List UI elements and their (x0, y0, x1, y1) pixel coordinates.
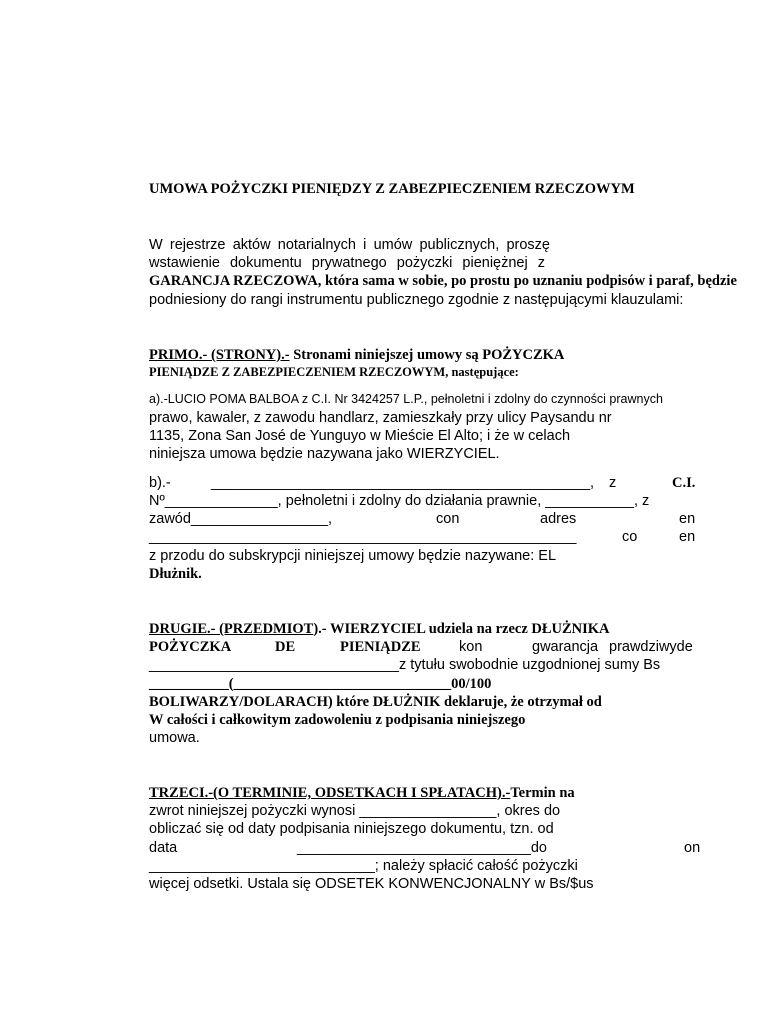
drugie-line-5: BOLIWARZY/DOLARACH) które DŁUŻNIK deklaruje, że otrzymał od (149, 694, 602, 710)
trzeci-date-blank: _____________________________do (297, 840, 547, 856)
trzeci-line-3: obliczać się od daty podpisania niniejszego dokumentu, tzn. od (149, 821, 554, 837)
drugie-gwarancja: gwarancja (532, 639, 599, 655)
party-a-line-2: prawo, kawaler, z zawodu handlarz, zamieszkały przy ulicy Paysandu nr (149, 410, 612, 426)
drugie-line-4: ___________(______________________________00/100 (149, 676, 492, 692)
trzeci-heading: TRZECI.-(O TERMINIE, ODSETKACH I SPŁATACH).- (149, 785, 511, 801)
party-a-line-1: a).-LUCIO POMA BALBOA z C.I. Nr 3424257 L.P., pełnoletni i zdolny do czynności prawnych (149, 392, 663, 406)
party-b-adres: adres (540, 511, 577, 527)
drugie-kon: kon (459, 639, 483, 655)
drugie-line-3: _______________________________z tytułu swobodnie uzgodnionej sumy Bs (149, 657, 661, 673)
intro-line-4: podniesiony do rangi instrumentu publicznego zgodnie z następującymi klauzulami: (149, 292, 684, 308)
document-title: UMOWA POŻYCZKI PIENIĘDZY Z ZABEZPIECZENIEM RZECZOWYM (149, 181, 635, 197)
primo-heading: PRIMO.- (STRONY).- (149, 347, 290, 363)
intro-line-1: W rejestrze aktów notarialnych i umów publicznych, proszę (149, 237, 550, 253)
drugie-line-7: umowa. (149, 730, 200, 746)
drugie-heading: DRUGIE.- (PRZEDMIOT (149, 621, 314, 637)
trzeci-line-6: więcej odsetki. Ustala się ODSETEK KONWENCJONALNY w Bs/$us (149, 876, 594, 892)
trzeci-on: on (684, 840, 701, 856)
drugie-heading-rest: ).- WIERZYCIEL udziela na rzecz DŁUŻNIKA (313, 621, 610, 637)
party-b-occupation: zawód_________________, (149, 511, 333, 527)
drugie-line-6: W całości i całkowitym zadowoleniu z podpisania niniejszego (149, 712, 526, 728)
party-b-en-1: en (679, 511, 696, 527)
drugie-prawdziwyde: prawdziwyde (609, 639, 693, 655)
party-b-debtor: Dłużnik. (149, 566, 202, 582)
party-b-en-2: en (679, 529, 696, 545)
drugie-pozyczka: POŻYCZKA (149, 639, 232, 655)
intro-line-2: wstawienie dokumentu prywatnego pożyczki pieniężnej z (149, 255, 545, 271)
party-b-ci: C.I. (672, 475, 696, 491)
drugie-pieniadze: PIENIĄDZE (340, 639, 421, 655)
trzeci-line-2: zwrot niniejszej pożyczki wynosi _________________, okres do (149, 803, 561, 819)
party-b-con: con (436, 511, 460, 527)
intro-line-3: GARANCJA RZECZOWA, która sama w sobie, po prostu po uznaniu podpisów i paraf, będzie (149, 273, 737, 289)
drugie-de: DE (275, 639, 296, 655)
primo-line-2: PIENIĄDZE Z ZABEZPIECZENIEM RZECZOWYM, następujące: (149, 365, 519, 379)
party-b-address-blank: _____________________________________________________ (149, 529, 577, 545)
party-b-z: z (609, 475, 617, 491)
party-b-co: co (622, 529, 638, 545)
party-b-name-blank: _______________________________________________, (211, 475, 595, 491)
party-b-line-5: z przodu do subskrypcji niniejszej umowy będzie nazywane: EL (149, 548, 557, 564)
party-b-label: b).- (149, 475, 171, 491)
trzeci-data: data (149, 840, 178, 856)
party-a-line-3: 1135, Zona San José de Yunguyo w Mieście El Alto; i że w celach (149, 428, 571, 444)
primo-heading-rest: Stronami niniejszej umowy są POŻYCZKA (289, 347, 565, 363)
trzeci-heading-line (149, 784, 575, 802)
trzeci-heading-rest: Termin na (510, 785, 575, 801)
trzeci-line-5: ____________________________; należy spłacić całość pożyczki (149, 858, 578, 874)
drugie-heading-line (149, 620, 610, 638)
party-b-line-2: Nº______________, pełnoletni i zdolny do działania prawnie, ___________, z (149, 493, 650, 509)
party-a-line-4: niniejsza umowa będzie nazywana jako WIERZYCIEL. (149, 446, 500, 462)
primo-heading-line (149, 346, 564, 364)
